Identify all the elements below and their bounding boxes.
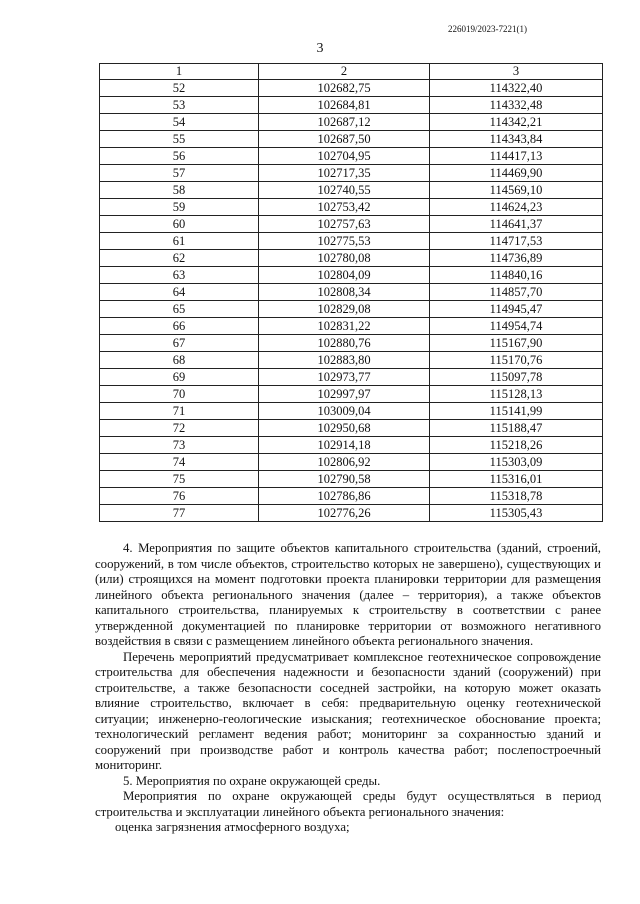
coordinate-y-cell: 115305,43 [430, 505, 603, 522]
paragraph-air-assessment: оценка загрязнения атмосферного воздуха; [115, 820, 350, 834]
table-header-row [100, 64, 603, 80]
paragraph-environment: Мероприятия по охране окружающей среды будут осуществляться в период строительства и эксплуатации линейного объекта регионального значения: [95, 789, 601, 819]
column-header: 1 [100, 64, 259, 80]
point-number-cell: 58 [100, 182, 259, 199]
coordinate-x-cell: 102883,80 [259, 352, 430, 369]
table-row [100, 216, 603, 233]
coordinate-y-cell: 115218,26 [430, 437, 603, 454]
point-number-cell: 64 [100, 284, 259, 301]
coordinate-x-cell: 102717,35 [259, 165, 430, 182]
coordinate-x-cell: 102880,76 [259, 335, 430, 352]
page-number: 3 [316, 41, 324, 56]
table-row [100, 505, 603, 522]
point-number-cell: 76 [100, 488, 259, 505]
coordinates-table [99, 63, 603, 522]
coordinate-x-cell: 102808,34 [259, 284, 430, 301]
coordinate-x-cell: 102973,77 [259, 369, 430, 386]
table-row [100, 403, 603, 420]
point-number-cell: 70 [100, 386, 259, 403]
table-row [100, 369, 603, 386]
coordinate-x-cell: 102704,95 [259, 148, 430, 165]
point-number-cell: 68 [100, 352, 259, 369]
point-number-cell: 63 [100, 267, 259, 284]
coordinate-y-cell: 115303,09 [430, 454, 603, 471]
point-number-cell: 59 [100, 199, 259, 216]
coordinate-x-cell: 102997,97 [259, 386, 430, 403]
point-number-cell: 61 [100, 233, 259, 250]
coordinate-x-cell: 102914,18 [259, 437, 430, 454]
point-number-cell: 71 [100, 403, 259, 420]
table-row [100, 301, 603, 318]
table-row [100, 199, 603, 216]
table-row [100, 437, 603, 454]
coordinate-x-cell: 102682,75 [259, 80, 430, 97]
table-row [100, 80, 603, 97]
coordinate-x-cell: 102687,12 [259, 114, 430, 131]
table-row [100, 114, 603, 131]
paragraph-section-5: 5. Мероприятия по охране окружающей среды. [123, 773, 381, 788]
coordinate-y-cell: 114343,84 [430, 131, 603, 148]
table-row [100, 471, 603, 488]
coordinate-y-cell: 114857,70 [430, 284, 603, 301]
point-number-cell: 66 [100, 318, 259, 335]
coordinate-x-cell: 102831,22 [259, 318, 430, 335]
coordinate-y-cell: 114954,74 [430, 318, 603, 335]
table-row [100, 182, 603, 199]
table-row [100, 352, 603, 369]
coordinate-y-cell: 114717,53 [430, 233, 603, 250]
coordinate-y-cell: 114332,48 [430, 97, 603, 114]
table-row [100, 267, 603, 284]
coordinate-y-cell: 115188,47 [430, 420, 603, 437]
table-row [100, 488, 603, 505]
point-number-cell: 65 [100, 301, 259, 318]
coordinate-y-cell: 115141,99 [430, 403, 603, 420]
table-row [100, 454, 603, 471]
coordinate-y-cell: 115170,76 [430, 352, 603, 369]
table-row [100, 335, 603, 352]
table-row [100, 284, 603, 301]
point-number-cell: 74 [100, 454, 259, 471]
coordinate-x-cell: 102790,58 [259, 471, 430, 488]
coordinate-y-cell: 114469,90 [430, 165, 603, 182]
table-row [100, 97, 603, 114]
column-header: 2 [259, 64, 430, 80]
document-id: 226019/2023-7221(1) [448, 24, 527, 34]
coordinate-x-cell: 103009,04 [259, 403, 430, 420]
coordinate-x-cell: 102757,63 [259, 216, 430, 233]
point-number-cell: 55 [100, 131, 259, 148]
coordinate-x-cell: 102740,55 [259, 182, 430, 199]
coordinate-x-cell: 102687,50 [259, 131, 430, 148]
point-number-cell: 62 [100, 250, 259, 267]
table-row [100, 233, 603, 250]
table-body [100, 80, 603, 522]
coordinate-x-cell: 102804,09 [259, 267, 430, 284]
table-row [100, 420, 603, 437]
coordinate-y-cell: 115318,78 [430, 488, 603, 505]
coordinate-y-cell: 115128,13 [430, 386, 603, 403]
coordinate-x-cell: 102780,08 [259, 250, 430, 267]
coordinate-y-cell: 114417,13 [430, 148, 603, 165]
point-number-cell: 54 [100, 114, 259, 131]
table-row [100, 165, 603, 182]
paragraph-measures-list: Перечень мероприятий предусматривает комплексное геотехническое сопровождение строительства для обеспечения надежности и безопасности зданий (сооружений) при строительстве, а также безопасности соседней застройки, на которую может оказать влияние строительство, включает в себя: предварительную оценку геотехнической ситуации; инженерно-геологические изыскания; геотехническое обоснование проекта; технологический регламент ведения работ; мониторинг за сохранностью зданий и сооружений при производстве работ и контроль качества работ; послепостроечный мониторинг. [95, 649, 601, 772]
coordinate-x-cell: 102950,68 [259, 420, 430, 437]
table-row [100, 131, 603, 148]
point-number-cell: 60 [100, 216, 259, 233]
coordinate-x-cell: 102829,08 [259, 301, 430, 318]
paragraph-section-4: 4. Мероприятия по защите объектов капитального строительства (зданий, строений, сооружений, в том числе объектов, строительство которых не завершено), существующих и (или) строящихся на момент подготовки проекта планировки территории для размещения линейного объекта регионального значения (далее – территория), а также объектов капитального строительства, планируемых к строительству в соответствии с ранее утвержденной документацией по планировке территории от возможного негативного воздействия в связи с размещением линейного объекта регионального значения. [95, 541, 601, 648]
coordinate-x-cell: 102806,92 [259, 454, 430, 471]
body-text [95, 541, 601, 836]
coordinate-y-cell: 115167,90 [430, 335, 603, 352]
coordinate-x-cell: 102753,42 [259, 199, 430, 216]
point-number-cell: 73 [100, 437, 259, 454]
coordinate-x-cell: 102775,53 [259, 233, 430, 250]
table-row [100, 386, 603, 403]
table-row [100, 250, 603, 267]
coordinate-y-cell: 114736,89 [430, 250, 603, 267]
table-row [100, 318, 603, 335]
point-number-cell: 52 [100, 80, 259, 97]
coordinate-y-cell: 115316,01 [430, 471, 603, 488]
coordinate-y-cell: 114322,40 [430, 80, 603, 97]
coordinate-x-cell: 102684,81 [259, 97, 430, 114]
table-row [100, 148, 603, 165]
coordinate-x-cell: 102786,86 [259, 488, 430, 505]
point-number-cell: 57 [100, 165, 259, 182]
point-number-cell: 56 [100, 148, 259, 165]
point-number-cell: 69 [100, 369, 259, 386]
point-number-cell: 67 [100, 335, 259, 352]
column-header: 3 [430, 64, 603, 80]
point-number-cell: 75 [100, 471, 259, 488]
coordinate-y-cell: 114342,21 [430, 114, 603, 131]
point-number-cell: 53 [100, 97, 259, 114]
coordinate-y-cell: 114624,23 [430, 199, 603, 216]
point-number-cell: 72 [100, 420, 259, 437]
coordinate-x-cell: 102776,26 [259, 505, 430, 522]
coordinate-y-cell: 114840,16 [430, 267, 603, 284]
point-number-cell: 77 [100, 505, 259, 522]
coordinate-y-cell: 114945,47 [430, 301, 603, 318]
coordinate-y-cell: 115097,78 [430, 369, 603, 386]
coordinate-y-cell: 114641,37 [430, 216, 603, 233]
coordinate-y-cell: 114569,10 [430, 182, 603, 199]
